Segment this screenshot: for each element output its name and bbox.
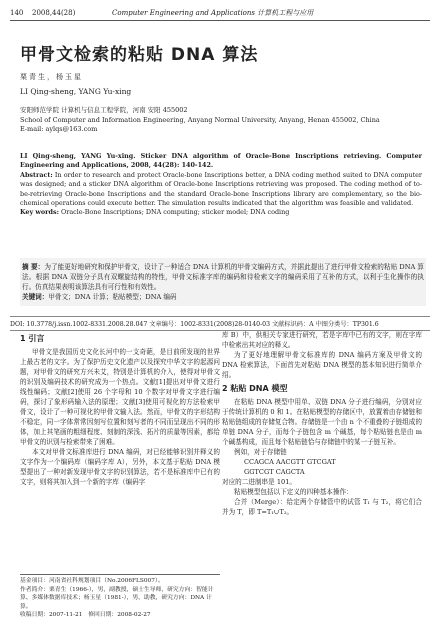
affiliation bbox=[20, 106, 420, 135]
paragraph-continued: 库 B）中，供相关专家进行研究，若是字库中已有的文字，则在字库中检索出其对应的释义。 bbox=[222, 331, 422, 349]
keywords-en: Key words: Oracle-Bone Inscriptions; DNA computing; sticker model; DNA coding bbox=[20, 208, 290, 217]
citation: LI Qing-sheng, YANG Yu-xing. Sticker DNA algorithm of Oracle-Bone Inscriptions retrieving. Computer Engineering and Applications, 2008, 44(28): 140-142. bbox=[20, 152, 422, 170]
operations-intro: 粘贴模型包括以下定义的四种基本操作： bbox=[234, 488, 353, 496]
journal-title: Computer Engineering and Applications 计算机工程与应用 bbox=[112, 9, 314, 17]
article-identifiers bbox=[10, 316, 430, 331]
example-intro: 例如，对于存储链 bbox=[234, 448, 287, 456]
left-column bbox=[20, 330, 220, 487]
sticker-paragraph: 在粘贴 DNA 模型中用单、双链 DNA 分子进行编码，分别对应于传统计算机的 0 和 1。在粘贴模型的存储区中，放置着由存储链和粘贴链组成的存储复合物。存储链是一个由 n 个不重叠的子链组成的单链 DNA 分子，而每个子链包含 m 个碱基，每个粘贴链也是由 m 个碱基构成，而且每个粘贴链恰与存储链中的某一子链互补。 bbox=[222, 398, 422, 446]
doi: DOI: 10.3778/j.issn.1002-8331.2008.28.047 bbox=[10, 321, 148, 328]
article-number: 文章编号：1002-8331(2008)28-0140-03 bbox=[149, 321, 271, 328]
abstract-en-body: Abstract: In order to research and protect Oracle-bone Inscriptions better, a DNA coding method suited to DNA computer was designed; and a sticker DNA algorithm of Oracle-bone Inscriptions retrieving was proposed. The coding method of to-be-retrieving Oracle-bone Inscriptions and the standard Oracle-bone Inscriptions library are complementary, so the bio-chemical operations could execute better. The simulation results indicated that the algorithm was feasible and validated. bbox=[20, 170, 422, 208]
article-title: 甲骨文检索的粘贴 DNA 算法 bbox=[20, 45, 259, 65]
right-column bbox=[222, 330, 422, 517]
intro-paragraph-2: 本文对甲骨文标准库进行 DNA 编码，对已经能够识别并释义的文字作为一个编码库（编码字库 A），另外，本文基于粘贴 DNA 模型提出了一种对新发现甲骨文字的识别算法，若不是标准库中已有的文字，则将其加入到一个新的字库（编码字 bbox=[20, 448, 220, 486]
classification-number: 中图分类号：TP301.6 bbox=[315, 321, 379, 328]
footnote bbox=[20, 574, 220, 620]
intro-paragraph-1: 甲骨文是我国历史文化长河中的一支奇葩，是目前所发现的世界上最古老的文字。为了保护历史文化遗产以及探究中华文字的起源问题，对甲骨文的研究方兴未艾，特别是计算机的介入，使得对甲骨文的识别及编码技术的研究成为一个热点。文献[1]提出对甲骨文进行线性编码；文献[2]使用 26 个字母和 10 个数字对甲骨文字进行编码，探讨了象形码输入法的原理；文献[3]使用可视化的方法检索甲骨文，设计了一种可视化的甲骨文输入法。然而，甲骨文的字形结构不稳定，同一字体常常因刻写位置和刻写者的不同而呈现出不同的形体，加上其笔画的粗细程度、刻制的深浅、拓片的质量等因素，都给甲骨文的识别与检索带来了困难。 bbox=[20, 348, 220, 446]
footnote-dates: 收稿日期：2007-11-21 修回日期：2008-02-27 bbox=[20, 612, 151, 618]
running-header bbox=[10, 6, 430, 21]
author-email: E-mail: aylqs@163.com bbox=[20, 125, 98, 133]
english-abstract bbox=[20, 152, 422, 218]
section-heading-intro: 1 引言 bbox=[20, 334, 45, 343]
issue-info: 2008,44(28) bbox=[32, 9, 76, 17]
example-sequence-1: CCAGCA AACGTT GTCGAT bbox=[244, 458, 336, 466]
affiliation-en: School of Computer and Information Engineering, Anyang Normal University, Anyang, Henan 455002, China bbox=[20, 115, 380, 124]
page-number: 140 bbox=[10, 9, 24, 17]
authors-cn: 栗青生，杨玉星 bbox=[20, 73, 83, 81]
abstract-cn-body: 摘 要：为了能更好地研究和保护甲骨文，设计了一种适合 DNA 计算机的甲骨文编码方式，并据此提出了进行甲骨文检索的粘贴 DNA 算法。根据 DNA 双链分子具有双螺旋结构的特性，甲骨文标准字库的编码和待检索文字的编码采用了互补的方式，以利于生化操作的执行。仿真结果表明该算法具有可行性和有效性。 bbox=[22, 263, 424, 291]
chinese-abstract bbox=[20, 258, 426, 306]
keywords-cn: 关键词：甲骨文；DNA 计算；粘贴模型；DNA 编码 bbox=[22, 293, 177, 301]
operation-merge: 合并（Merge）：给定两个存储管中的试管 T₁ 与 T₂，将它们合并为 T，即 T=T₁∪T₂。 bbox=[222, 498, 422, 516]
example-sequence-2: GGTCGT CAGCTA bbox=[244, 468, 305, 476]
paragraph-transition: 为了更好地理解甲骨文标准库的 DNA 编码方案及甲骨文的 DNA 检索算法，下面首先对粘贴 DNA 模型的基本知识进行简单介绍。 bbox=[222, 351, 422, 379]
authors-en: LI Qing-sheng, YANG Yu-xing bbox=[20, 87, 132, 96]
section-heading-sticker: 2 粘贴 DNA 模型 bbox=[222, 384, 288, 393]
footnote-bio: 作者简介：栗青生（1966-），男，副教授，硕士生导师，研究方向：智能计算、多媒体数据库技术；杨玉星（1981-），男，助教，研究方向：DNA 计算。 bbox=[20, 586, 214, 610]
footnote-fund: 基金项目：河南省社科规划项目（No.2006FLS007）。 bbox=[20, 578, 164, 584]
affiliation-cn: 安阳师范学院 计算机与信息工程学院，河南 安阳 455002 bbox=[20, 106, 188, 114]
document-code: 文献标识码：A bbox=[272, 321, 314, 328]
example-result: 对应的二进制串是 101。 bbox=[222, 478, 297, 486]
